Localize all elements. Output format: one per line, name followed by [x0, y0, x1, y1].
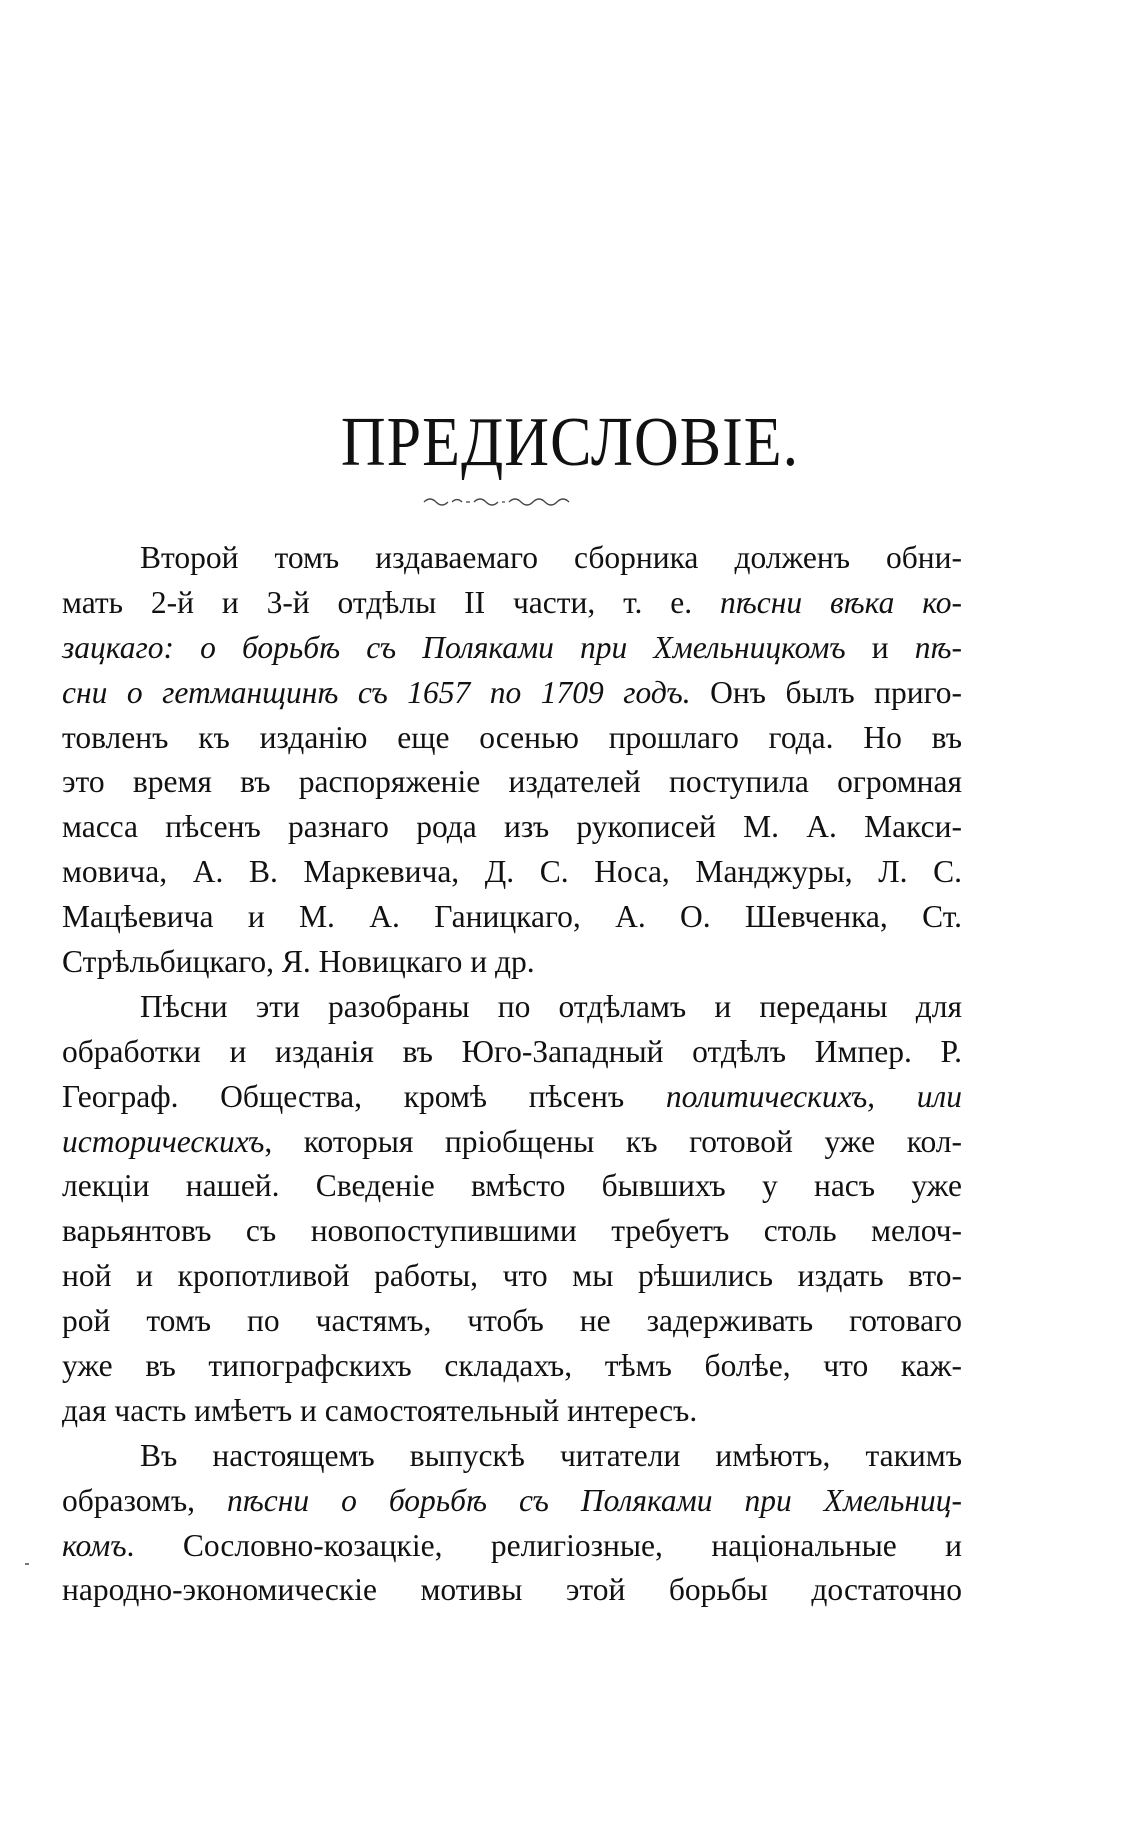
text-run: масса пѣсенъ разнаго рода изъ рукописей М. А. Макси-	[62, 809, 962, 845]
italic-text-run: пѣсни вѣка ко-	[719, 584, 962, 620]
italic-text-run: пѣсни о борьбѣ съ Поляками при Хмельниц-	[227, 1482, 962, 1518]
text-run: рой томъ по частямъ, чтобъ не задерживать готоваго	[62, 1303, 962, 1339]
text-line	[62, 1434, 962, 1479]
text-line	[62, 895, 962, 940]
text-line	[62, 1568, 962, 1613]
text-line	[62, 1120, 962, 1165]
text-line	[62, 626, 962, 671]
text-line	[62, 805, 962, 850]
page-speck	[25, 1563, 29, 1565]
text-line	[62, 671, 962, 716]
italic-text-run: политическихъ, или	[665, 1078, 962, 1114]
text-run: это время въ распоряженіе издателей поступила огромная	[62, 764, 962, 800]
text-run: Стрѣльбицкаго, Я. Новицкаго и др.	[62, 944, 535, 980]
text-line	[62, 850, 962, 895]
text-line	[62, 1030, 962, 1075]
italic-text-run: комъ	[62, 1527, 127, 1563]
text-line	[62, 716, 962, 761]
text-line	[62, 1075, 962, 1120]
text-run: ной и кропотливой работы, что мы рѣшились издать вто-	[62, 1258, 962, 1294]
text-line	[62, 1254, 962, 1299]
text-line	[62, 1389, 962, 1434]
text-run: . Сословно-козацкіе, религіозные, національные и	[126, 1527, 962, 1563]
italic-text-run: сни о гетманщинѣ съ 1657 по 1709 годъ.	[62, 674, 691, 710]
text-run: , которыя пріобщены къ готовой уже кол-	[264, 1123, 962, 1159]
text-line	[62, 536, 962, 581]
text-line	[62, 1164, 962, 1209]
preface-text	[62, 536, 962, 1613]
text-run: варьянтовъ съ новопоступившими требуетъ столь мелоч-	[62, 1213, 962, 1249]
italic-text-run: пѣ-	[914, 629, 962, 665]
italic-text-run: зацкаго: о борьбѣ съ Поляками при Хмельницкомъ	[62, 629, 846, 665]
text-run: лекціи нашей. Сведеніе вмѣсто бывшихъ у насъ уже	[62, 1168, 962, 1204]
text-run: Онъ былъ приго-	[690, 674, 962, 710]
text-line	[62, 581, 962, 626]
text-line	[62, 760, 962, 805]
text-run: Второй томъ издаваемаго сборника долженъ обни-	[140, 540, 962, 575]
text-run: дая часть имѣетъ и самостоятельный интересъ.	[62, 1392, 698, 1428]
text-run: товленъ къ изданію еще осенью прошлаго года. Но въ	[62, 719, 962, 755]
text-run: Географ. Общества, кромѣ пѣсенъ	[62, 1078, 666, 1114]
text-run: обработки и изданія въ Юго-Западный отдѣлъ Импер. Р.	[62, 1033, 962, 1069]
text-run: образомъ,	[62, 1482, 228, 1518]
text-line	[62, 940, 962, 985]
text-line	[62, 1479, 962, 1524]
text-run: мовича, А. В. Маркевича, Д. С. Носа, Манджуры, Л. С.	[62, 854, 962, 890]
page-title: ПРЕДИСЛОВІЕ.	[340, 404, 800, 481]
text-run: и	[845, 629, 915, 665]
text-run: народно-экономическіе мотивы этой борьбы достаточно	[62, 1572, 962, 1608]
decorative-flourish-icon	[420, 492, 580, 512]
text-run: Мацѣевича и М. А. Ганицкаго, А. О. Шевченка, Ст.	[62, 899, 962, 935]
text-run: мать 2-й и 3-й отдѣлы II части, т. е.	[62, 584, 720, 620]
text-run: уже въ типографскихъ складахъ, тѣмъ болѣе, что каж-	[62, 1348, 962, 1384]
text-line	[62, 1299, 962, 1344]
text-run: Пѣсни эти разобраны по отдѣламъ и переданы для	[140, 988, 962, 1024]
text-line	[62, 985, 962, 1030]
text-line	[62, 1524, 962, 1569]
text-line	[62, 1344, 962, 1389]
text-line	[62, 1209, 962, 1254]
italic-text-run: историческихъ	[62, 1123, 265, 1159]
text-run: Въ настоящемъ выпускѣ читатели имѣютъ, такимъ	[140, 1437, 962, 1473]
